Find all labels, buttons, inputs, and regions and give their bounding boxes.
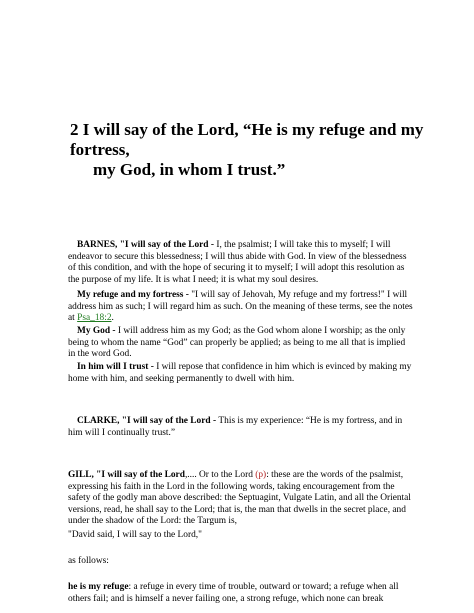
barnes-text-4: I will repose that confidence in him which is evinced by making my home with him, and seeking permanently to dwell with him.	[68, 362, 412, 384]
barnes-trust-label: In him will I trust -	[77, 362, 157, 372]
as-follows-text: as follows:	[68, 556, 109, 566]
barnes-label: BARNES, "I will say of the Lord -	[77, 240, 217, 250]
verse-heading	[70, 120, 450, 180]
refuge-paragraph	[68, 582, 413, 605]
clarke-label: CLARKE, "I will say of the Lord -	[77, 416, 219, 426]
barnes-refuge-label: My refuge and my fortress -	[77, 290, 192, 300]
gill-text-1: ,.... Or to the Lord	[184, 470, 256, 480]
gill-label: GILL, "I will say of the Lord	[68, 470, 185, 480]
gill-reference-p[interactable]: (p)	[255, 470, 267, 480]
targum-quote: "David said, I will say to the Lord,"	[68, 530, 202, 540]
refuge-text: : a refuge in every time of trouble, outward or toward; a refuge when all others fail; and is himself a never failing one, a strong refuge, which none can break	[68, 582, 399, 604]
barnes-paragraph-2	[68, 290, 413, 325]
barnes-paragraph-1	[68, 240, 413, 286]
barnes-paragraph-3	[68, 326, 413, 361]
barnes-text-2-end: .	[111, 313, 114, 324]
barnes-my-god-label: My God -	[77, 326, 118, 336]
barnes-paragraph-4	[68, 362, 413, 385]
verse-heading-line-3: my God, in whom I trust.”	[93, 160, 286, 179]
barnes-text-2: "I will say of Jehovah, My refuge and my fortress!" I will address him as such; I will regard him as such. On the meaning of these terms, see the notes at	[68, 290, 413, 324]
gill-paragraph	[68, 470, 413, 528]
refuge-label: he is my refuge	[68, 582, 129, 592]
barnes-text-3: I will address him as my God; as the God whom alone I worship; as the only being to whom the name “God” can properly be applied; as being to me all that is implied in the word God.	[68, 326, 406, 360]
clarke-text: This is my experience: “He is my fortress, and in him will I continually trust.”	[68, 416, 403, 438]
gill-text-2: : these are the words of the psalmist, expressing his faith in the Lord in the following words, taking encouragement from the safety of the godly man above described: the Septuagint, Vulgate Latin, and all the Oriental versions, read, he shall say to the Lord; that is, the man that dwells in the secret place, and under the shadow of the Lord: the Targum is,	[68, 470, 411, 527]
clarke-paragraph	[68, 416, 413, 439]
verse-heading-line-2: fortress,	[70, 140, 130, 159]
barnes-text-1: I, the psalmist; I will take this to myself; I will endeavor to secure this blessedness; I will thus abide with God. In view of the blessedness of this condition, and with the hope of securing it to myself; I will adopt this resolution as the purpose of my life. It is what I need; it is what my soul desires.	[68, 240, 407, 285]
psa-18-2-link[interactable]: Psa_18:2	[77, 313, 112, 324]
verse-heading-line-1: 2 I will say of the Lord, “He is my refuge and my	[70, 120, 424, 139]
